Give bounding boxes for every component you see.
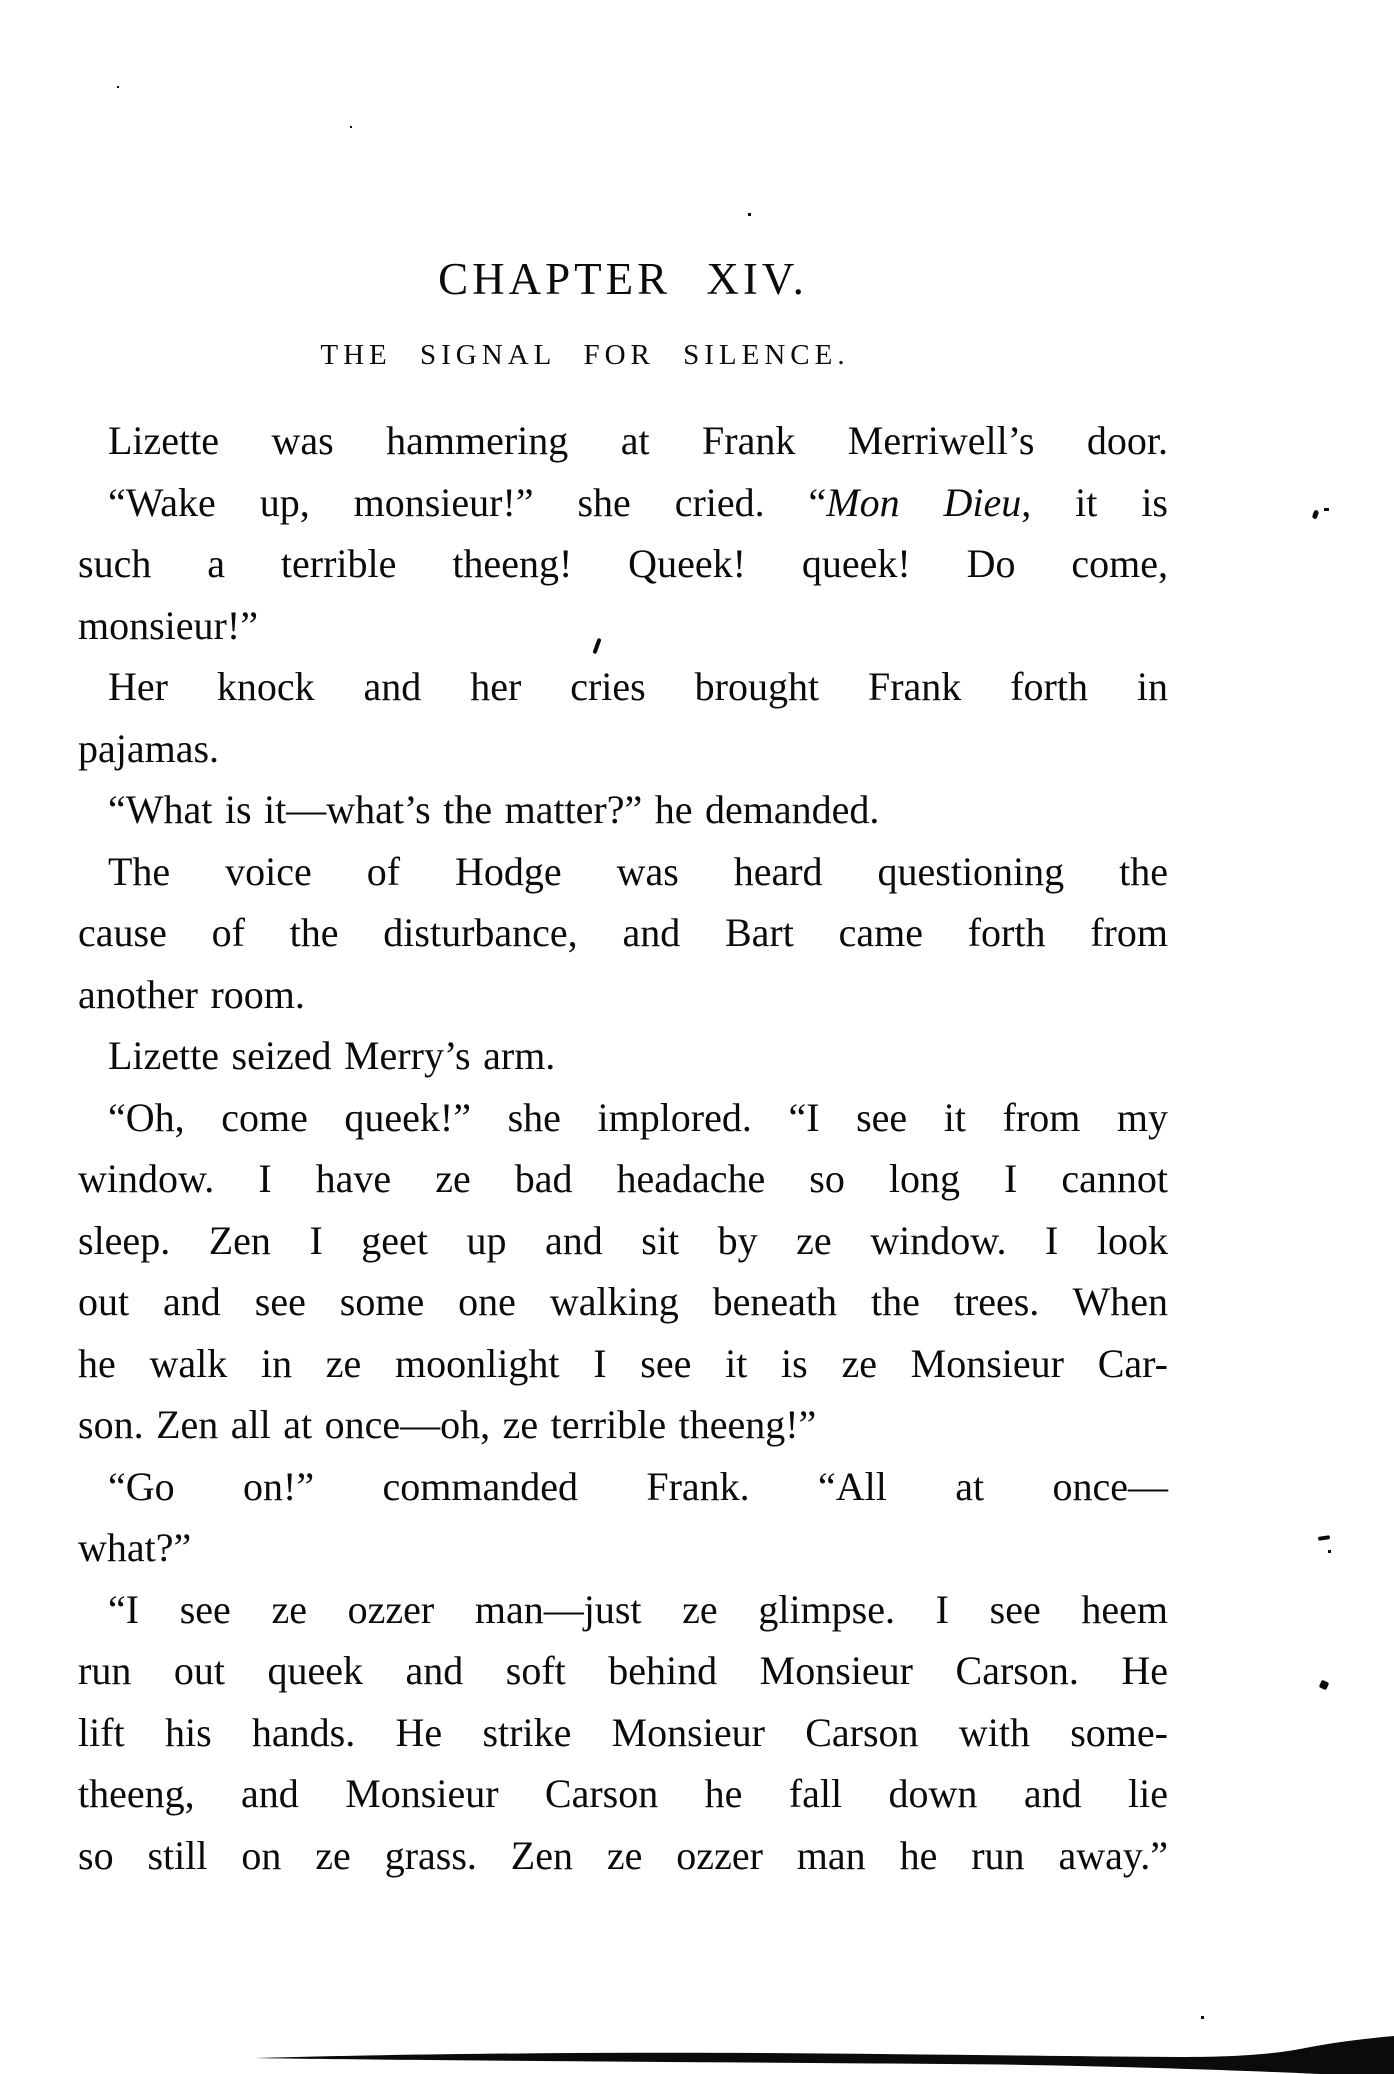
ink-speck <box>748 213 751 216</box>
chapter-title: CHAPTER XIV. <box>438 254 808 304</box>
paragraph <box>78 656 1168 779</box>
ink-speck <box>117 86 119 88</box>
ink-speck <box>1319 1680 1330 1691</box>
page-edge-shadow <box>0 2030 1394 2074</box>
text-line: run out queek and soft behind Monsieur Carson. He <box>78 1648 1168 1693</box>
text-line: The voice of Hodge was heard questioning the <box>108 848 1168 894</box>
paragraph <box>78 1025 1168 1087</box>
italic-phrase: Mon Dieu <box>826 479 1022 525</box>
ink-speck <box>1324 508 1329 511</box>
paragraph <box>78 1087 1168 1456</box>
paragraph <box>78 472 1168 657</box>
text-line: sleep. Zen I geet up and sit by ze window. I look <box>78 1217 1168 1263</box>
text-line: “I see ze ozzer man—just ze glimpse. I see heem <box>108 1586 1168 1632</box>
text-line: theeng, and Monsieur Carson he fall down and lie <box>78 1771 1168 1816</box>
ink-speck <box>1328 1550 1331 1553</box>
page-text <box>78 410 1168 1886</box>
paragraph <box>78 841 1168 1026</box>
ink-speck <box>1312 509 1320 519</box>
text-line: “What is it—what’s the matter?” he demanded. <box>108 787 880 832</box>
paragraph <box>78 779 1168 841</box>
text-line: Her knock and her cries brought Frank forth in <box>108 664 1168 709</box>
text-line: window. I have ze bad headache so long I cannot <box>78 1156 1168 1201</box>
text-line: “Go on!” commanded Frank. “All at once— <box>108 1463 1168 1509</box>
text-line: cause of the disturbance, and Bart came forth from <box>78 910 1168 955</box>
text-line: Lizette was hammering at Frank Merriwell’s door. <box>108 418 1168 463</box>
text-line: pajamas. <box>78 725 220 771</box>
paragraph <box>78 1456 1168 1579</box>
text-line: “Oh, come queek!” she implored. “I see it from my <box>108 1094 1168 1140</box>
text-line: monsieur!” <box>78 602 258 648</box>
text-segment: , it is <box>1021 479 1168 525</box>
text-segment: “Wake up, monsieur!” she cried. “ <box>108 479 827 525</box>
text-line <box>78 472 1168 534</box>
text-line: son. Zen all at once—oh, ze terrible theeng!” <box>78 1402 817 1447</box>
ink-speck <box>350 126 352 128</box>
page-edge-shadow-shape <box>255 2036 1394 2074</box>
chapter-heading-block <box>78 0 1168 372</box>
ink-speck <box>1201 2016 1204 2019</box>
text-line: so still on ze grass. Zen ze ozzer man he run away.” <box>78 1832 1168 1878</box>
ink-speck <box>1318 1535 1330 1541</box>
paragraph <box>78 410 1168 472</box>
text-line: what?” <box>78 1525 192 1570</box>
text-line: out and see some one walking beneath the trees. When <box>78 1279 1168 1324</box>
text-line: lift his hands. He strike Monsieur Carson with some- <box>78 1709 1168 1755</box>
chapter-subtitle: THE SIGNAL FOR SILENCE. <box>320 339 850 371</box>
paragraph <box>78 1579 1168 1887</box>
text-line: Lizette seized Merry’s arm. <box>108 1033 556 1078</box>
text-line: such a terrible theeng! Queek! queek! Do come, <box>78 541 1168 586</box>
text-line: another room. <box>78 971 305 1017</box>
text-line: he walk in ze moonlight I see it is ze Monsieur Car- <box>78 1340 1168 1386</box>
